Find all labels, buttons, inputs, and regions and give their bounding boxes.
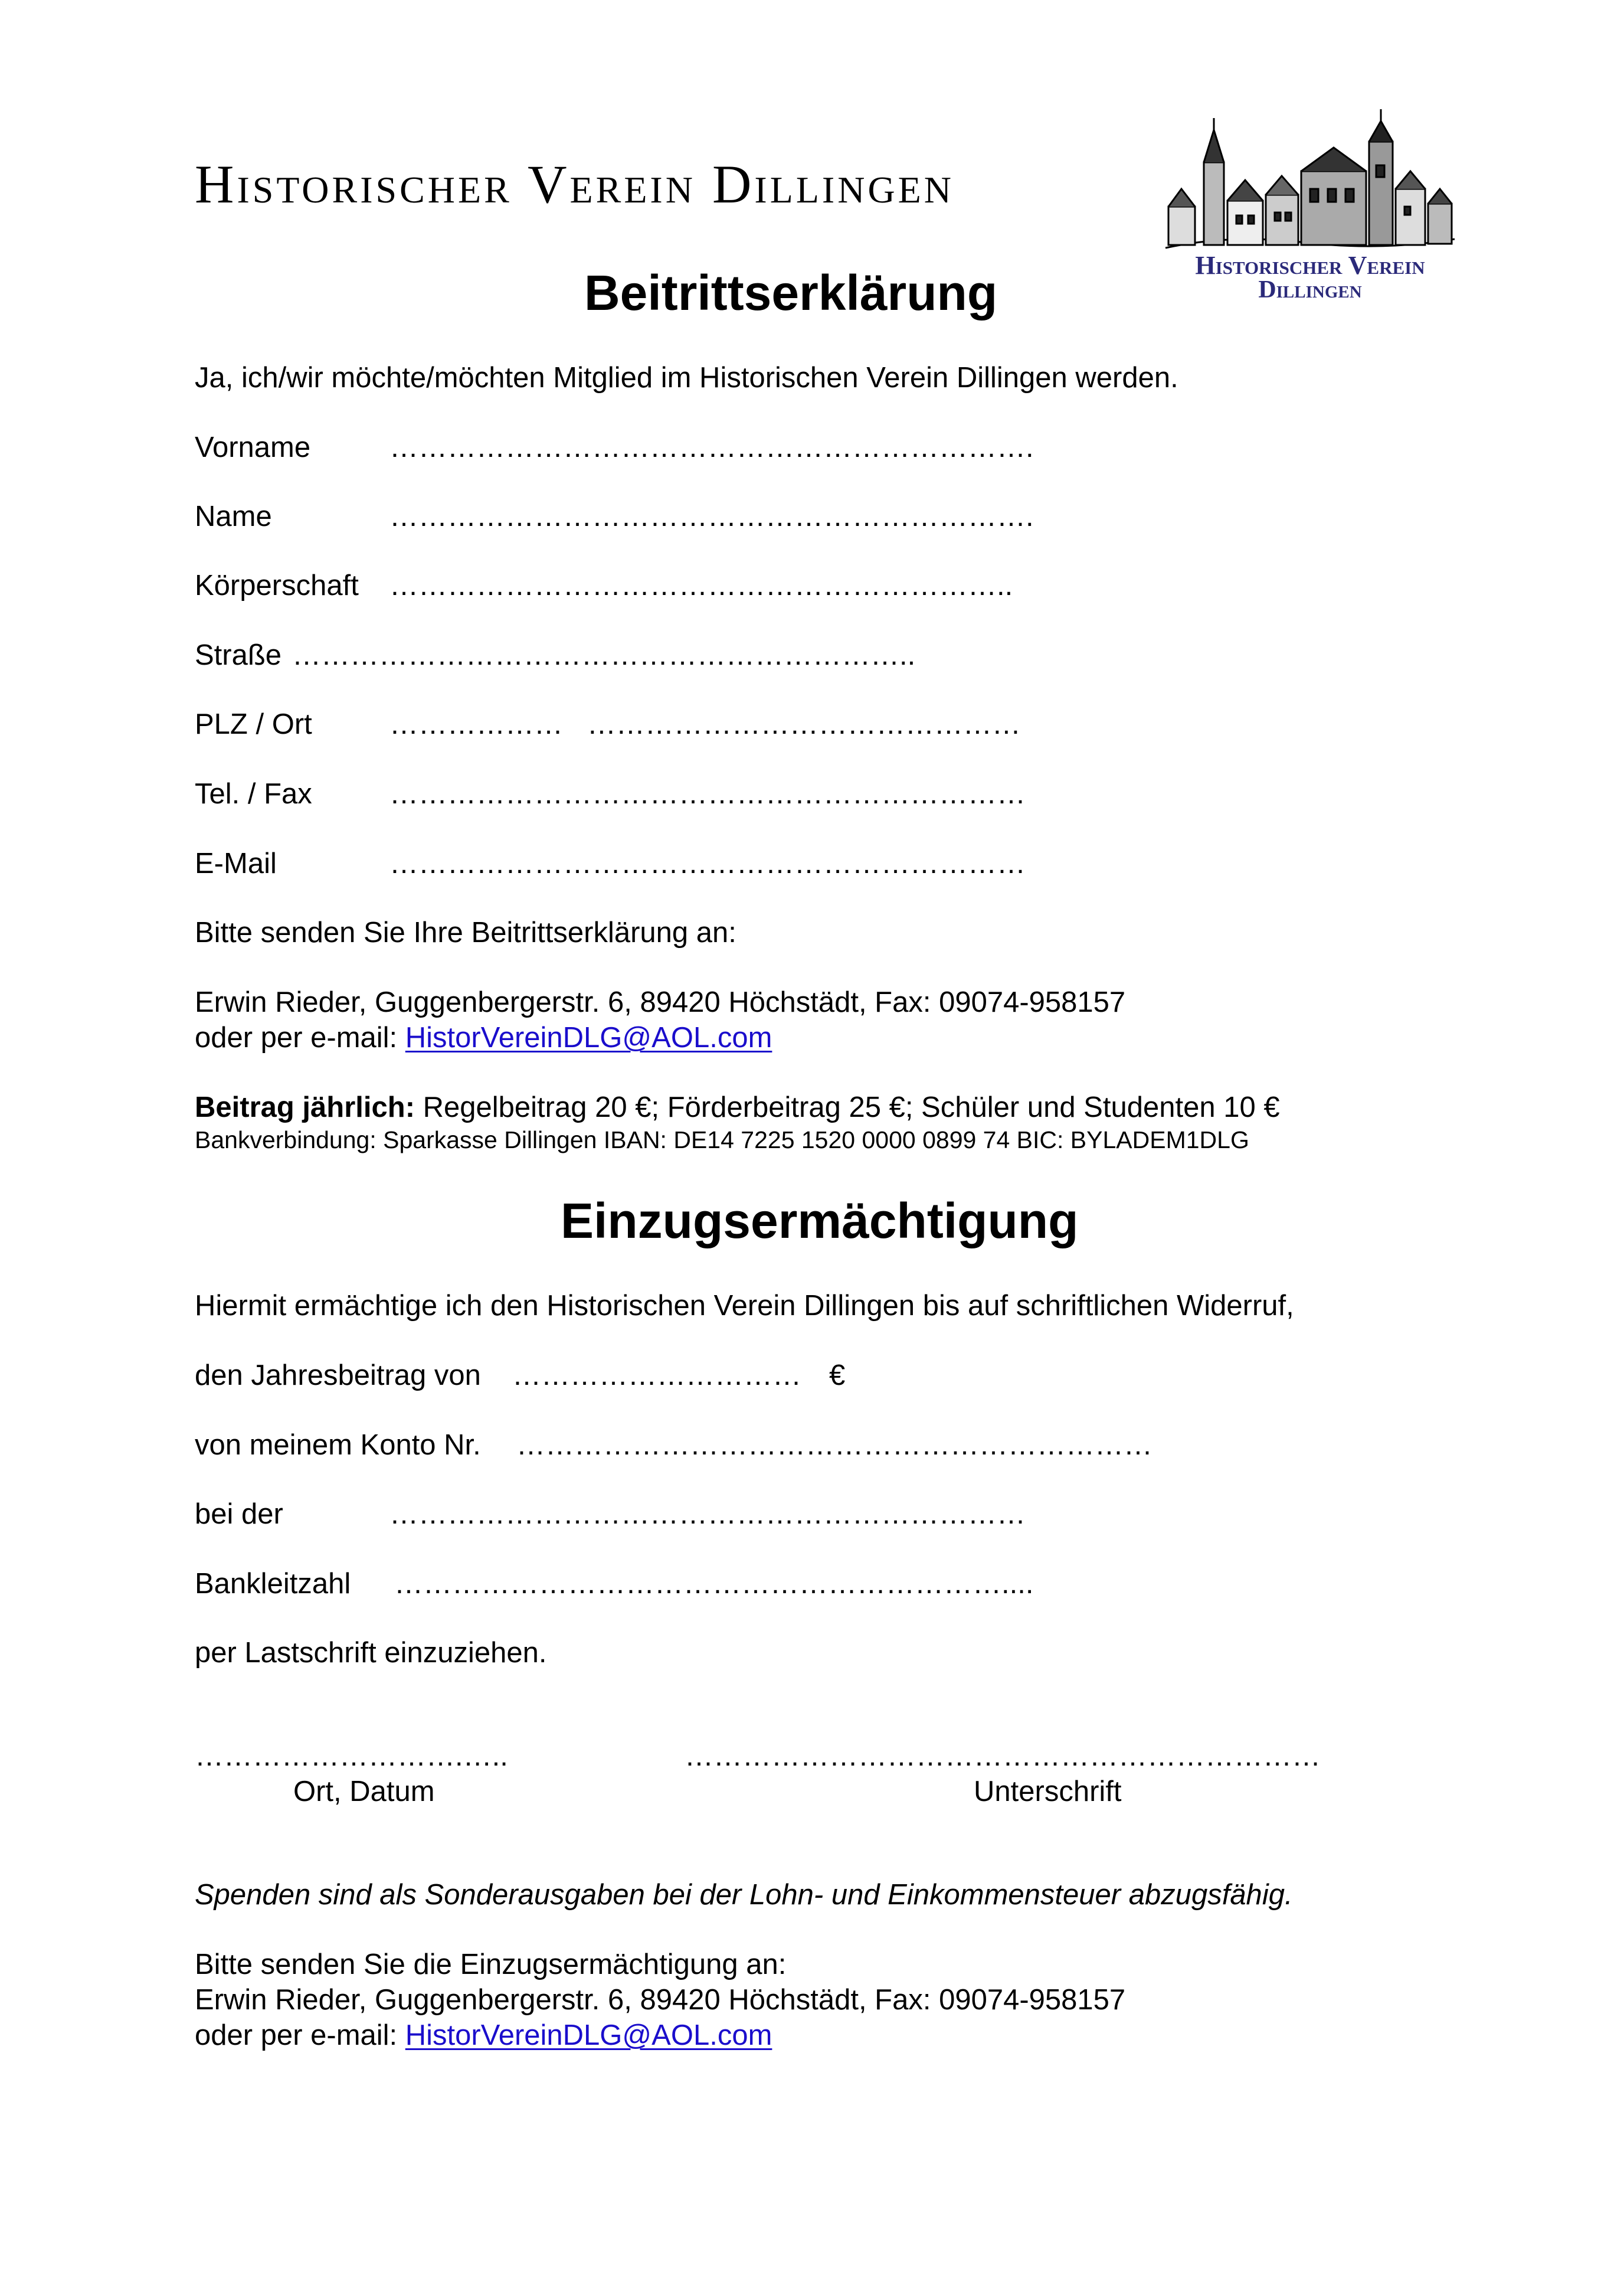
direct-debit-intro: Hiermit ermächtige ich den Historischen Verein Dillingen bis auf schriftlichen Widerruf, — [195, 1290, 1294, 1322]
direct-debit-email-link[interactable]: HistorVereinDLG@AOL.com — [405, 2019, 772, 2051]
place-date-dots[interactable]: ……………………….….. — [195, 1740, 508, 1772]
direct-debit-address: Erwin Rieder, Guggenbergerstr. 6, 89420 Höchstädt, Fax: 09074-958157 — [195, 1984, 1126, 2016]
field-dots-strasse[interactable]: ……………………………………………………….. — [292, 639, 916, 671]
field-dots-plz-ort[interactable]: ……………… ……………………………………… — [389, 708, 1021, 740]
account-dots[interactable]: ………………………………………………………… — [516, 1429, 1152, 1461]
field-dots-vorname[interactable]: …………………………………………………………. — [389, 431, 1034, 463]
field-dots-koerperschaft[interactable]: ……………………………………………………….. — [389, 570, 1013, 602]
fee-line — [195, 1090, 1280, 1125]
org-title: Historischer Verein Dillingen — [195, 154, 954, 214]
account-label: von meinem Konto Nr. — [195, 1429, 481, 1461]
field-label-tel-fax: Tel. / Fax — [195, 778, 312, 810]
bank-details: Bankverbindung: Sparkasse Dillingen IBAN: DE14 7225 1520 0000 0899 74 BIC: BYLADEM1DLG — [195, 1126, 1249, 1153]
castle-skyline-icon — [1163, 106, 1458, 260]
direct-debit-email-line — [195, 2018, 772, 2053]
field-dots-email[interactable]: ………………………………………………………… — [389, 848, 1026, 880]
field-dots-tel-fax[interactable]: ………………………………………………………… — [389, 778, 1026, 810]
signature-label: Unterschrift — [974, 1776, 1122, 1807]
blz-dots[interactable]: ……………………………………………………….... — [394, 1568, 1034, 1600]
direct-debit-send-intro: Bitte senden Sie die Einzugsermächtigung an: — [195, 1949, 787, 1980]
membership-email-link[interactable]: HistorVereinDLG@AOL.com — [405, 1022, 772, 1054]
direct-debit-email-prefix: oder per e-mail: — [195, 2019, 405, 2051]
tax-note: Spenden sind als Sonderausgaben bei der Lohn- und Einkommensteuer abzugsfähig. — [195, 1879, 1293, 1911]
blz-label: Bankleitzahl — [195, 1568, 351, 1600]
bank-label: bei der — [195, 1498, 283, 1530]
membership-intro: Ja, ich/wir möchte/möchten Mitglied im Historischen Verein Dillingen werden. — [195, 362, 1178, 394]
membership-heading: Beitrittserklärung — [584, 265, 998, 321]
membership-email-line — [195, 1020, 772, 1055]
field-label-koerperschaft: Körperschaft — [195, 570, 359, 602]
place-date-label: Ort, Datum — [293, 1776, 435, 1807]
fee-text: Regelbeitrag 20 €; Förderbeitrag 25 €; Schüler und Studenten 10 € — [415, 1091, 1280, 1123]
field-label-strasse: Straße — [195, 639, 282, 671]
logo-text-line1: Historischer Verein — [1195, 251, 1425, 280]
currency-symbol: € — [829, 1359, 846, 1391]
membership-send-intro: Bitte senden Sie Ihre Beitrittserklärung an: — [195, 917, 736, 949]
signature-dots[interactable]: ………………………………………………………… — [685, 1740, 1321, 1772]
field-label-email: E-Mail — [195, 848, 277, 880]
direct-debit-heading: Einzugsermächtigung — [561, 1193, 1079, 1248]
bank-dots[interactable]: ………………………………………………………… — [389, 1498, 1026, 1530]
field-label-vorname: Vorname — [195, 431, 311, 463]
field-dots-name[interactable]: …………………………………………………………. — [389, 501, 1034, 532]
membership-address: Erwin Rieder, Guggenbergerstr. 6, 89420 Höchstädt, Fax: 09074-958157 — [195, 986, 1126, 1018]
annual-fee-dots[interactable]: ………………………… — [512, 1359, 801, 1391]
fee-label: Beitrag jährlich: — [195, 1091, 415, 1123]
membership-email-prefix: oder per e-mail: — [195, 1022, 405, 1054]
logo-text-line2: Dillingen — [1258, 276, 1362, 303]
field-label-plz-ort: PLZ / Ort — [195, 708, 312, 740]
org-logo — [1163, 106, 1458, 301]
direct-debit-closing: per Lastschrift einzuziehen. — [195, 1637, 547, 1669]
annual-fee-label: den Jahresbeitrag von — [195, 1359, 481, 1391]
field-label-name: Name — [195, 501, 272, 532]
